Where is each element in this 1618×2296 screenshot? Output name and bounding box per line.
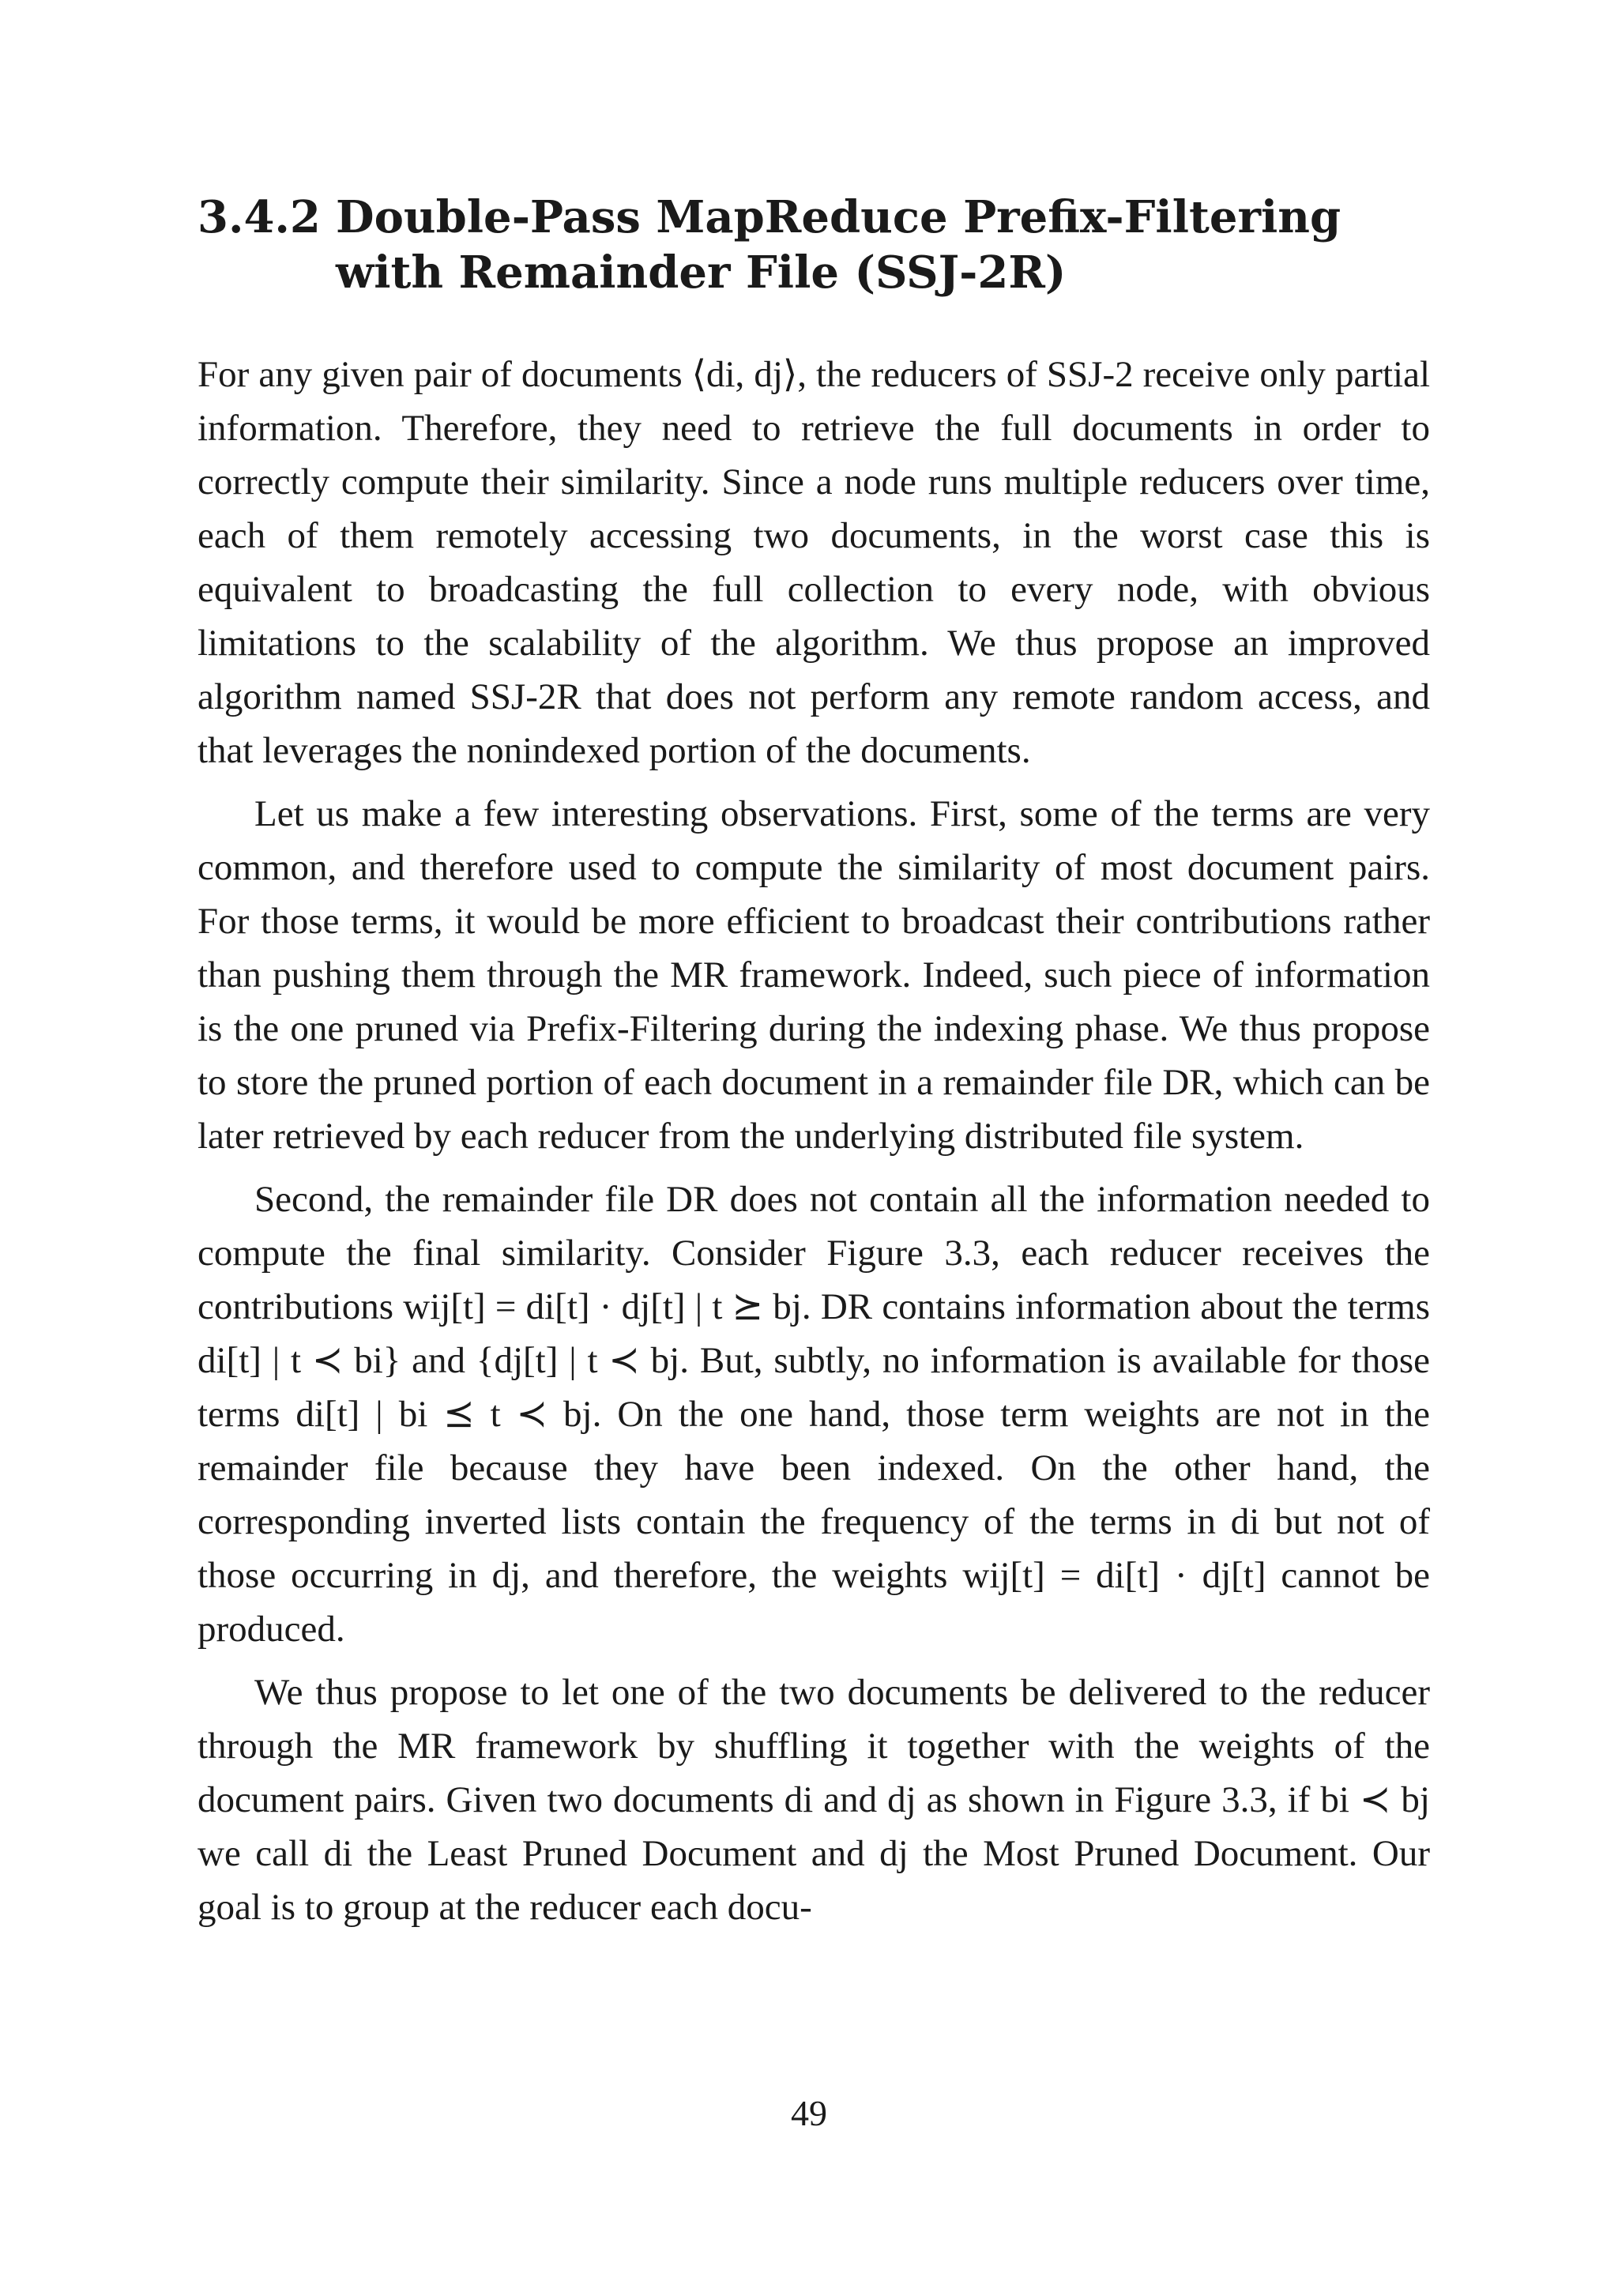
section-title: Double-Pass MapReduce Prefix-Filtering with Remainder File (SSJ-2R) xyxy=(336,191,1341,299)
paragraph-2: Let us make a few interesting observations. First, some of the terms are very common, and therefore used to compute the similarity of most document pairs. For those terms, it would be more efficient to broadcast their contributions rather than pushing them through the MR framework. Indeed, such piece of information is the one pruned via Prefix-Filtering during the indexing phase. We thus propose to store the pruned portion of each document in a remainder file DR, which can be later retrieved by each reducer from the underlying distributed file system. xyxy=(198,793,1430,1157)
page-number: 49 xyxy=(791,2093,827,2133)
paragraph-3: Second, the remainder file DR does not contain all the information needed to compute the final similarity. Consider Figure 3.3, each reducer receives the contributions wij[t] = di[t] · dj[t] | t ⪰ bj. DR contains information about the terms di[t] | t ≺ bi} and {dj[t] | t ≺ bj. But, subtly, no information is available for those terms di[t] | bi ⪯ t ≺ bj. On the one hand, those term weights are not in the remainder file because they have been indexed. On the other hand, the corresponding inverted lists contain the frequency of the terms in di but not of those occurring in dj, and therefore, the weights wij[t] = di[t] · dj[t] cannot be produced. xyxy=(198,1179,1430,1650)
paragraph-1: For any given pair of documents ⟨di, dj⟩, the reducers of SSJ-2 receive only partial information. Therefore, they need to retrieve the full documents in order to correctly compute their similarity. Since a node runs multiple reducers over time, each of them remotely accessing two documents, in the worst case this is equivalent to broadcasting the full collection to every node, with obvious limitations to the scalability of the algorithm. We thus propose an improved algorithm named SSJ-2R that does not perform any remote random access, and that leverages the nonindexed portion of the documents. xyxy=(198,354,1430,771)
body-text xyxy=(198,348,1430,1944)
section-number: 3.4.2 xyxy=(198,191,321,243)
paragraph-4: We thus propose to let one of the two documents be delivered to the reducer through the MR framework by shuffling it together with the weights of the document pairs. Given two documents di and dj as shown in Figure 3.3, if bi ≺ bj we call di the Least Pruned Document and dj the Most Pruned Document. Our goal is to group at the reducer each docu- xyxy=(198,1672,1430,1928)
